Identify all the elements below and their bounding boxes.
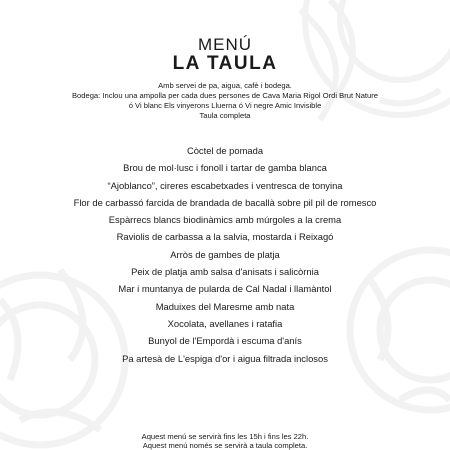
menu-intro <box>0 81 450 121</box>
dish-item: “Ajoblanco”, cireres escabetxades i ventresca de tonyina <box>107 179 343 191</box>
intro-line: Bodega: Inclou una ampolla per cada dues persones de Cava Maria Rigol Ordi Brut Nature <box>71 91 379 100</box>
menu-name: LA TAULA <box>172 53 278 74</box>
dish-item: Raviolis de carbassa a la salvia, mostarda i Reixagó <box>116 231 334 243</box>
dish-item: Còctel de pomada <box>186 145 264 156</box>
dish-item: Brou de mol·lusc i fonoll i tartar de gamba blanca <box>123 162 327 174</box>
dish-item: Flor de carbassó farcida de brandada de bacallà sobre pil pil de romesco <box>73 196 377 208</box>
intro-line: Amb servei de pa, aigua, cafè i bodega. <box>158 81 292 90</box>
footer-line: Aquest menú només se servirà a taula completa. <box>142 441 308 450</box>
dish-item: Pa artesà de L'espiga d'or i aigua filtrada inclosos <box>122 352 328 364</box>
intro-line: Taula completa <box>199 111 251 120</box>
menu-heading: MENÚ <box>197 35 253 54</box>
dish-item: Maduixes del Maresme amb nata <box>155 300 295 312</box>
dish-item: Mar i muntanya de pularda de Cal Nadal i llamàntol <box>118 283 332 295</box>
dish-item: Peix de platja amb salsa d'anisats i salicòrnia <box>131 266 319 278</box>
dish-item: Bunyol de l'Empordà i escuma d'anís <box>148 335 302 347</box>
menu-footer <box>0 432 450 450</box>
dish-item: Xocolata, avellanes i ratafia <box>167 317 283 329</box>
dish-list <box>0 142 450 367</box>
footer-line: Aquest menú se servirà fins les 15h i fins les 22h. <box>141 432 309 441</box>
dish-item: Arròs de gambes de platja <box>170 248 280 260</box>
intro-line: ó Vi blanc Els vinyerons Lluerna ó Vi negre Amic Invisible <box>128 101 322 110</box>
dish-item: Espàrrecs blancs biodinàmics amb múrgoles a la crema <box>108 214 342 226</box>
